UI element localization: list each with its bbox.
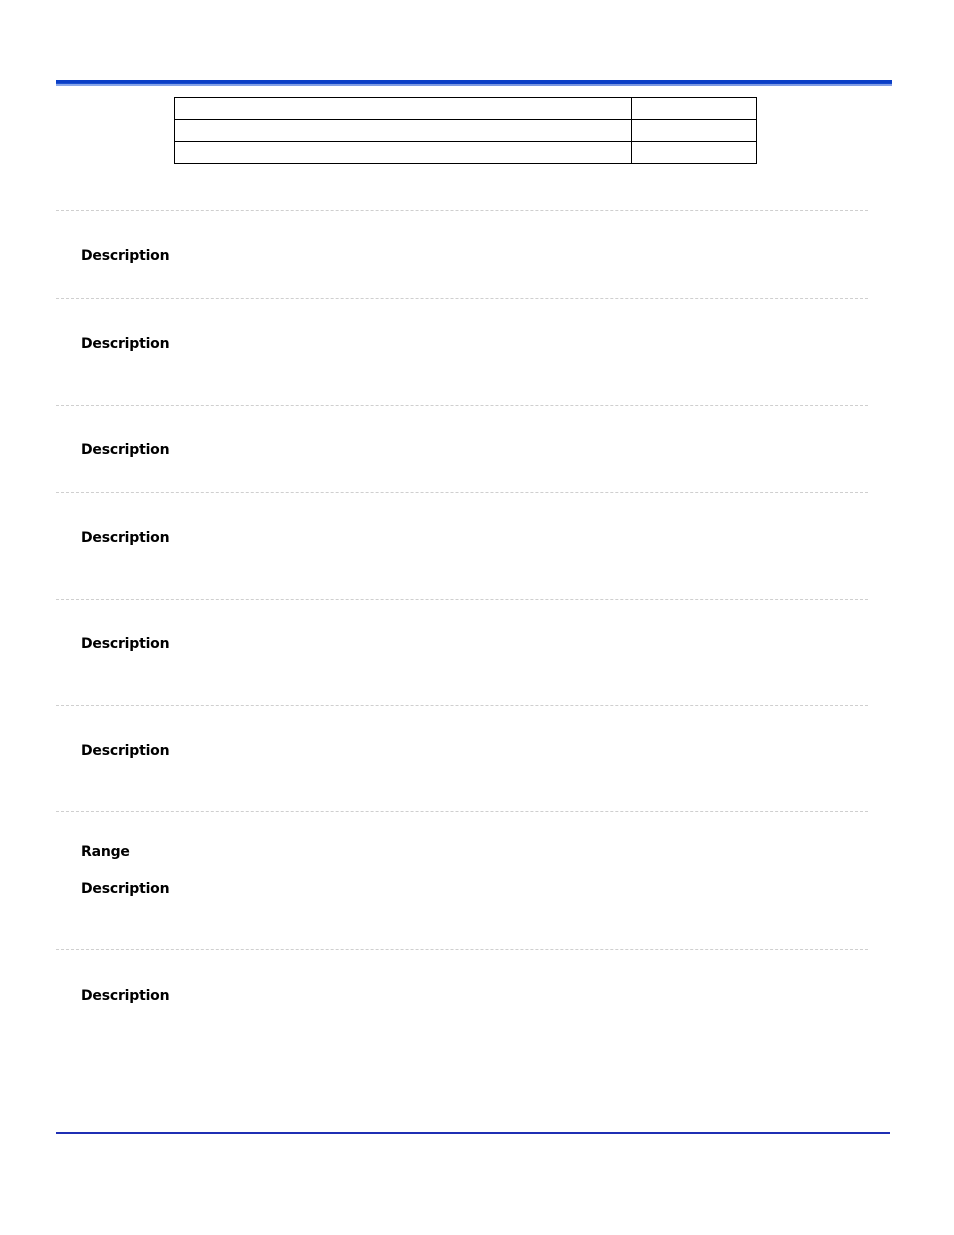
header-rule [56, 80, 892, 86]
section-divider [56, 405, 868, 406]
description-label: Description [81, 636, 170, 652]
range-label: Range [81, 844, 130, 860]
table-row [175, 142, 757, 164]
section-divider [56, 811, 868, 812]
table-cell [175, 98, 632, 120]
table-cell [175, 120, 632, 142]
description-label: Description [81, 881, 170, 897]
parameter-table [174, 97, 757, 164]
section-divider [56, 949, 868, 950]
header-rule-shadow [56, 83, 892, 86]
footer-rule [56, 1132, 890, 1134]
table-cell [632, 98, 757, 120]
section-divider [56, 210, 868, 211]
table-row [175, 98, 757, 120]
description-label: Description [81, 988, 170, 1004]
section-divider [56, 492, 868, 493]
description-label: Description [81, 336, 170, 352]
table-cell [175, 142, 632, 164]
table-cell [632, 142, 757, 164]
description-label: Description [81, 442, 170, 458]
section-divider [56, 705, 868, 706]
description-label: Description [81, 743, 170, 759]
section-divider [56, 298, 868, 299]
table-row [175, 120, 757, 142]
section-divider [56, 599, 868, 600]
description-label: Description [81, 530, 170, 546]
table-cell [632, 120, 757, 142]
description-label: Description [81, 248, 170, 264]
